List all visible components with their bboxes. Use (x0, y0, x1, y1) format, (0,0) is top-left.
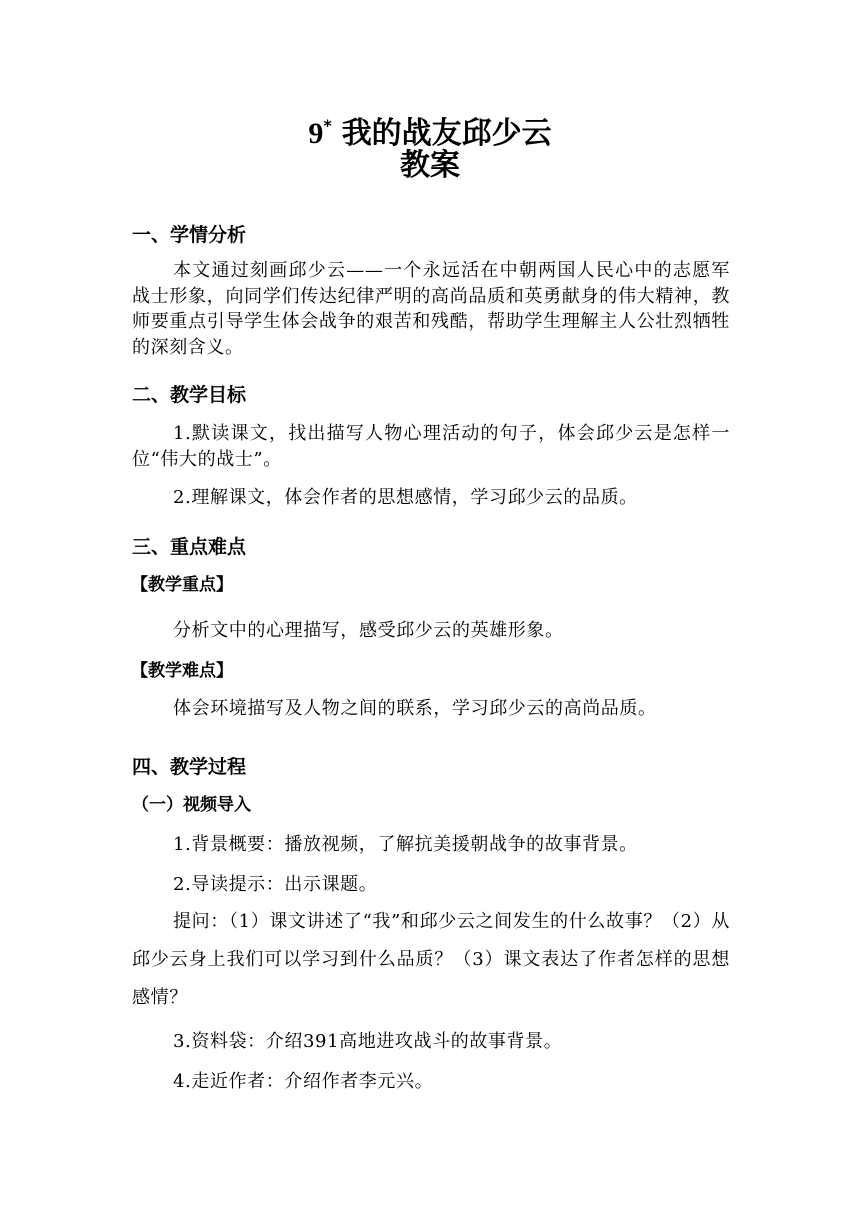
document-subtitle: 教案 (400, 148, 460, 183)
difficulty-text: 体会环境描写及人物之间的联系，学习邱少云的高尚品质。 (173, 698, 657, 719)
process-item-4: 4.走近作者：介绍作者李元兴。 (173, 1071, 434, 1092)
section-heading-analysis: 一、学情分析 (132, 224, 247, 246)
difficulty-label: 【教学难点】 (131, 661, 233, 681)
section-heading-process: 四、教学过程 (132, 756, 247, 778)
section-heading-key-points: 三、重点难点 (132, 536, 247, 558)
goal-item-1: 1.默读课文，找出描写人物心理活动的句子，体会邱少云是怎样一位“伟大的战士”。 (132, 423, 730, 470)
process-item-2: 2.导读提示：出示课题。 (173, 874, 378, 895)
optional-lesson-mark: * (323, 116, 332, 135)
subsection-video-intro: （一）视频导入 (132, 795, 251, 815)
goal-item-2: 2.理解课文，体会作者的思想感情，学习邱少云的品质。 (173, 487, 638, 508)
lesson-number: 9 (308, 117, 324, 150)
process-item-1: 1.背景概要：播放视频，了解抗美援朝战争的故事背景。 (173, 834, 638, 855)
lesson-title: 我的战友邱少云 (341, 116, 552, 151)
process-item-3: 3.资料袋：介绍391高地进攻战斗的故事背景。 (173, 1031, 563, 1052)
section-heading-goals: 二、教学目标 (132, 384, 247, 406)
process-question: 提问：（1）课文讲述了“我”和邱少云之间发生的什么故事？（2）从邱少云身上我们可以学习到什么品质？（3）课文表达了作者怎样的思想感情？ (132, 911, 730, 1008)
key-point-label: 【教学重点】 (131, 575, 233, 595)
section-paragraph-analysis: 本文通过刻画邱少云——一个永远活在中朝两国人民心中的志愿军战士形象，向同学们传达纪律严明的高尚品质和英勇献身的伟大精神，教师要重点引导学生体会战争的艰苦和残酷，帮助学生理解主人公壮烈牺牲的深刻含义。 (132, 260, 730, 358)
key-point-text: 分析文中的心理描写，感受邱少云的英雄形象。 (173, 620, 564, 641)
